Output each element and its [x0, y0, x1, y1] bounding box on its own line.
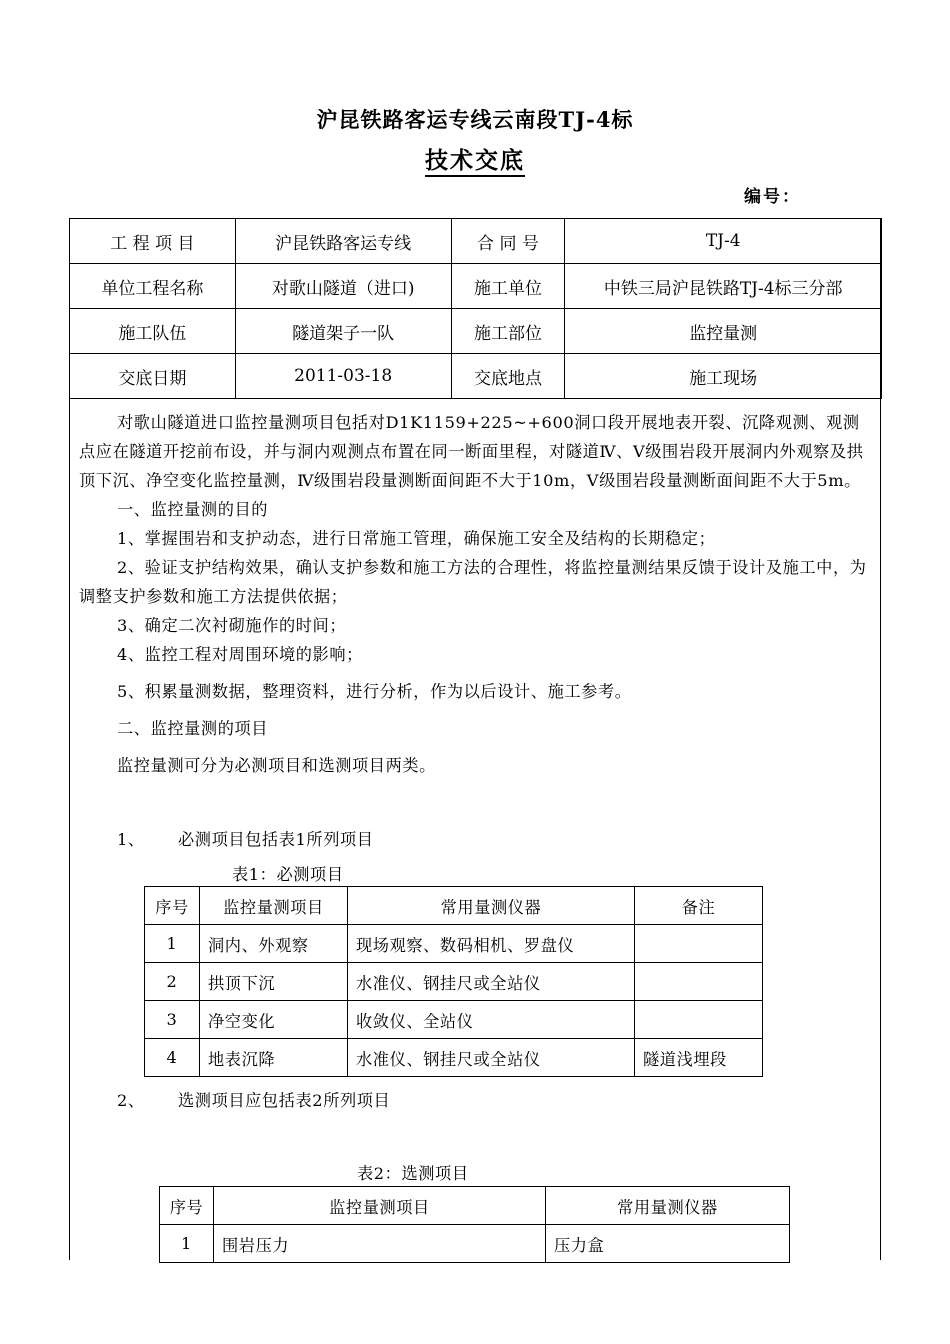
doc-number-label: 编号： — [744, 187, 801, 207]
column-header: 序号 — [145, 887, 200, 925]
table-cell: 4 — [145, 1039, 200, 1077]
label-project: 工 程 项 目 — [70, 219, 236, 264]
optional-items-table — [159, 1186, 790, 1263]
table-cell: 3 — [145, 1001, 200, 1039]
table-cell: 围岩压力 — [214, 1225, 546, 1263]
label-team: 施工队伍 — [70, 309, 236, 354]
list-item-text: 选测项目应包括表2所列项目 — [178, 1091, 391, 1110]
value-date: 2011-03-18 — [235, 354, 451, 399]
label-construction-unit: 施工单位 — [451, 264, 565, 309]
table-row — [145, 963, 763, 1001]
table-row — [70, 264, 882, 309]
table-cell: 洞内、外观察 — [200, 925, 348, 963]
value-construction-unit: 中铁三局沪昆铁路TJ-4标三分部 — [565, 264, 882, 309]
table-cell: 2 — [145, 963, 200, 1001]
document-subtitle — [0, 142, 950, 175]
paragraph: 5、积累量测数据，整理资料，进行分析，作为以后设计、施工参考。 — [117, 682, 632, 701]
subtitle-text: 技术交底 — [425, 147, 525, 177]
label-date: 交底日期 — [70, 354, 236, 399]
table-cell: 收敛仪、全站仪 — [348, 1001, 635, 1039]
value-part: 监控量测 — [565, 309, 882, 354]
table1-caption: 表1：必测项目 — [232, 865, 344, 884]
project-info-table — [69, 218, 882, 399]
table-row — [145, 1001, 763, 1039]
briefing-body — [79, 408, 874, 780]
paragraph: 2、验证支护结构效果，确认支护参数和施工方法的合理性，将监控量测结果反馈于设计及施工中，为调整支护参数和施工方法提供依据； — [79, 558, 867, 606]
table-cell — [635, 1001, 763, 1039]
paragraph: 1、掌握围岩和支护动态，进行日常施工管理，确保施工安全及结构的长期稳定； — [117, 529, 716, 548]
table-cell: 地表沉降 — [200, 1039, 348, 1077]
table-row — [70, 354, 882, 399]
column-header: 常用量测仪器 — [348, 887, 635, 925]
table-cell: 1 — [160, 1225, 214, 1263]
value-project: 沪昆铁路客运专线 — [235, 219, 451, 264]
value-contract: TJ-4 — [565, 219, 882, 264]
required-items-table — [144, 886, 763, 1077]
table-cell: 拱顶下沉 — [200, 963, 348, 1001]
table-cell: 压力盒 — [546, 1225, 790, 1263]
column-header: 监控量测项目 — [214, 1187, 546, 1225]
column-header: 监控量测项目 — [200, 887, 348, 925]
label-location: 交底地点 — [451, 354, 565, 399]
table-cell: 现场观察、数码相机、罗盘仪 — [348, 925, 635, 963]
label-contract: 合 同 号 — [451, 219, 565, 264]
table-row — [145, 1039, 763, 1077]
paragraph: 监控量测可分为必测项目和选测项目两类。 — [117, 756, 436, 775]
section-heading: 二、监控量测的项目 — [117, 719, 269, 738]
value-location: 施工现场 — [565, 354, 882, 399]
table-header-row — [145, 887, 763, 925]
value-team: 隧道架子一队 — [235, 309, 451, 354]
paragraph: 3、确定二次衬砌施作的时间； — [117, 616, 347, 635]
table2-caption: 表2：选测项目 — [357, 1164, 469, 1183]
intro-paragraph: 对歌山隧道进口监控量测项目包括对D1K1159+225~+600洞口段开展地表开裂、沉降观测、观测点应在隧道开挖前布设，并与洞内观测点布置在同一断面里程，对隧道Ⅳ、Ⅴ级围岩段开展洞内外观察及拱顶下沉、净空变化监控量测，Ⅳ级围岩段量测断面间距不大于10m，Ⅴ级围岩段量测断面间距不大于5m。 — [79, 413, 864, 490]
column-header: 备注 — [635, 887, 763, 925]
list-item-number: 1、 — [117, 830, 145, 849]
table-row — [70, 309, 882, 354]
paragraph: 4、监控工程对周围环境的影响； — [117, 645, 363, 664]
table-cell — [635, 925, 763, 963]
document-title: 沪昆铁路客运专线云南段TJ-4标 — [316, 107, 634, 132]
column-header: 常用量测仪器 — [546, 1187, 790, 1225]
table-row — [70, 219, 882, 264]
column-header: 序号 — [160, 1187, 214, 1225]
section-heading: 一、监控量测的目的 — [117, 500, 269, 519]
list-item-number: 2、 — [117, 1091, 145, 1110]
table-cell: 隧道浅埋段 — [635, 1039, 763, 1077]
table-cell — [635, 963, 763, 1001]
table-header-row — [160, 1187, 790, 1225]
value-unit-name: 对歌山隧道（进口) — [235, 264, 451, 309]
table-cell: 1 — [145, 925, 200, 963]
table-row — [145, 925, 763, 963]
table-row — [160, 1225, 790, 1263]
label-unit-name: 单位工程名称 — [70, 264, 236, 309]
table-cell: 水准仪、钢挂尺或全站仪 — [348, 1039, 635, 1077]
list-item-text: 必测项目包括表1所列项目 — [178, 830, 374, 849]
label-part: 施工部位 — [451, 309, 565, 354]
table-cell: 水准仪、钢挂尺或全站仪 — [348, 963, 635, 1001]
table-cell: 净空变化 — [200, 1001, 348, 1039]
